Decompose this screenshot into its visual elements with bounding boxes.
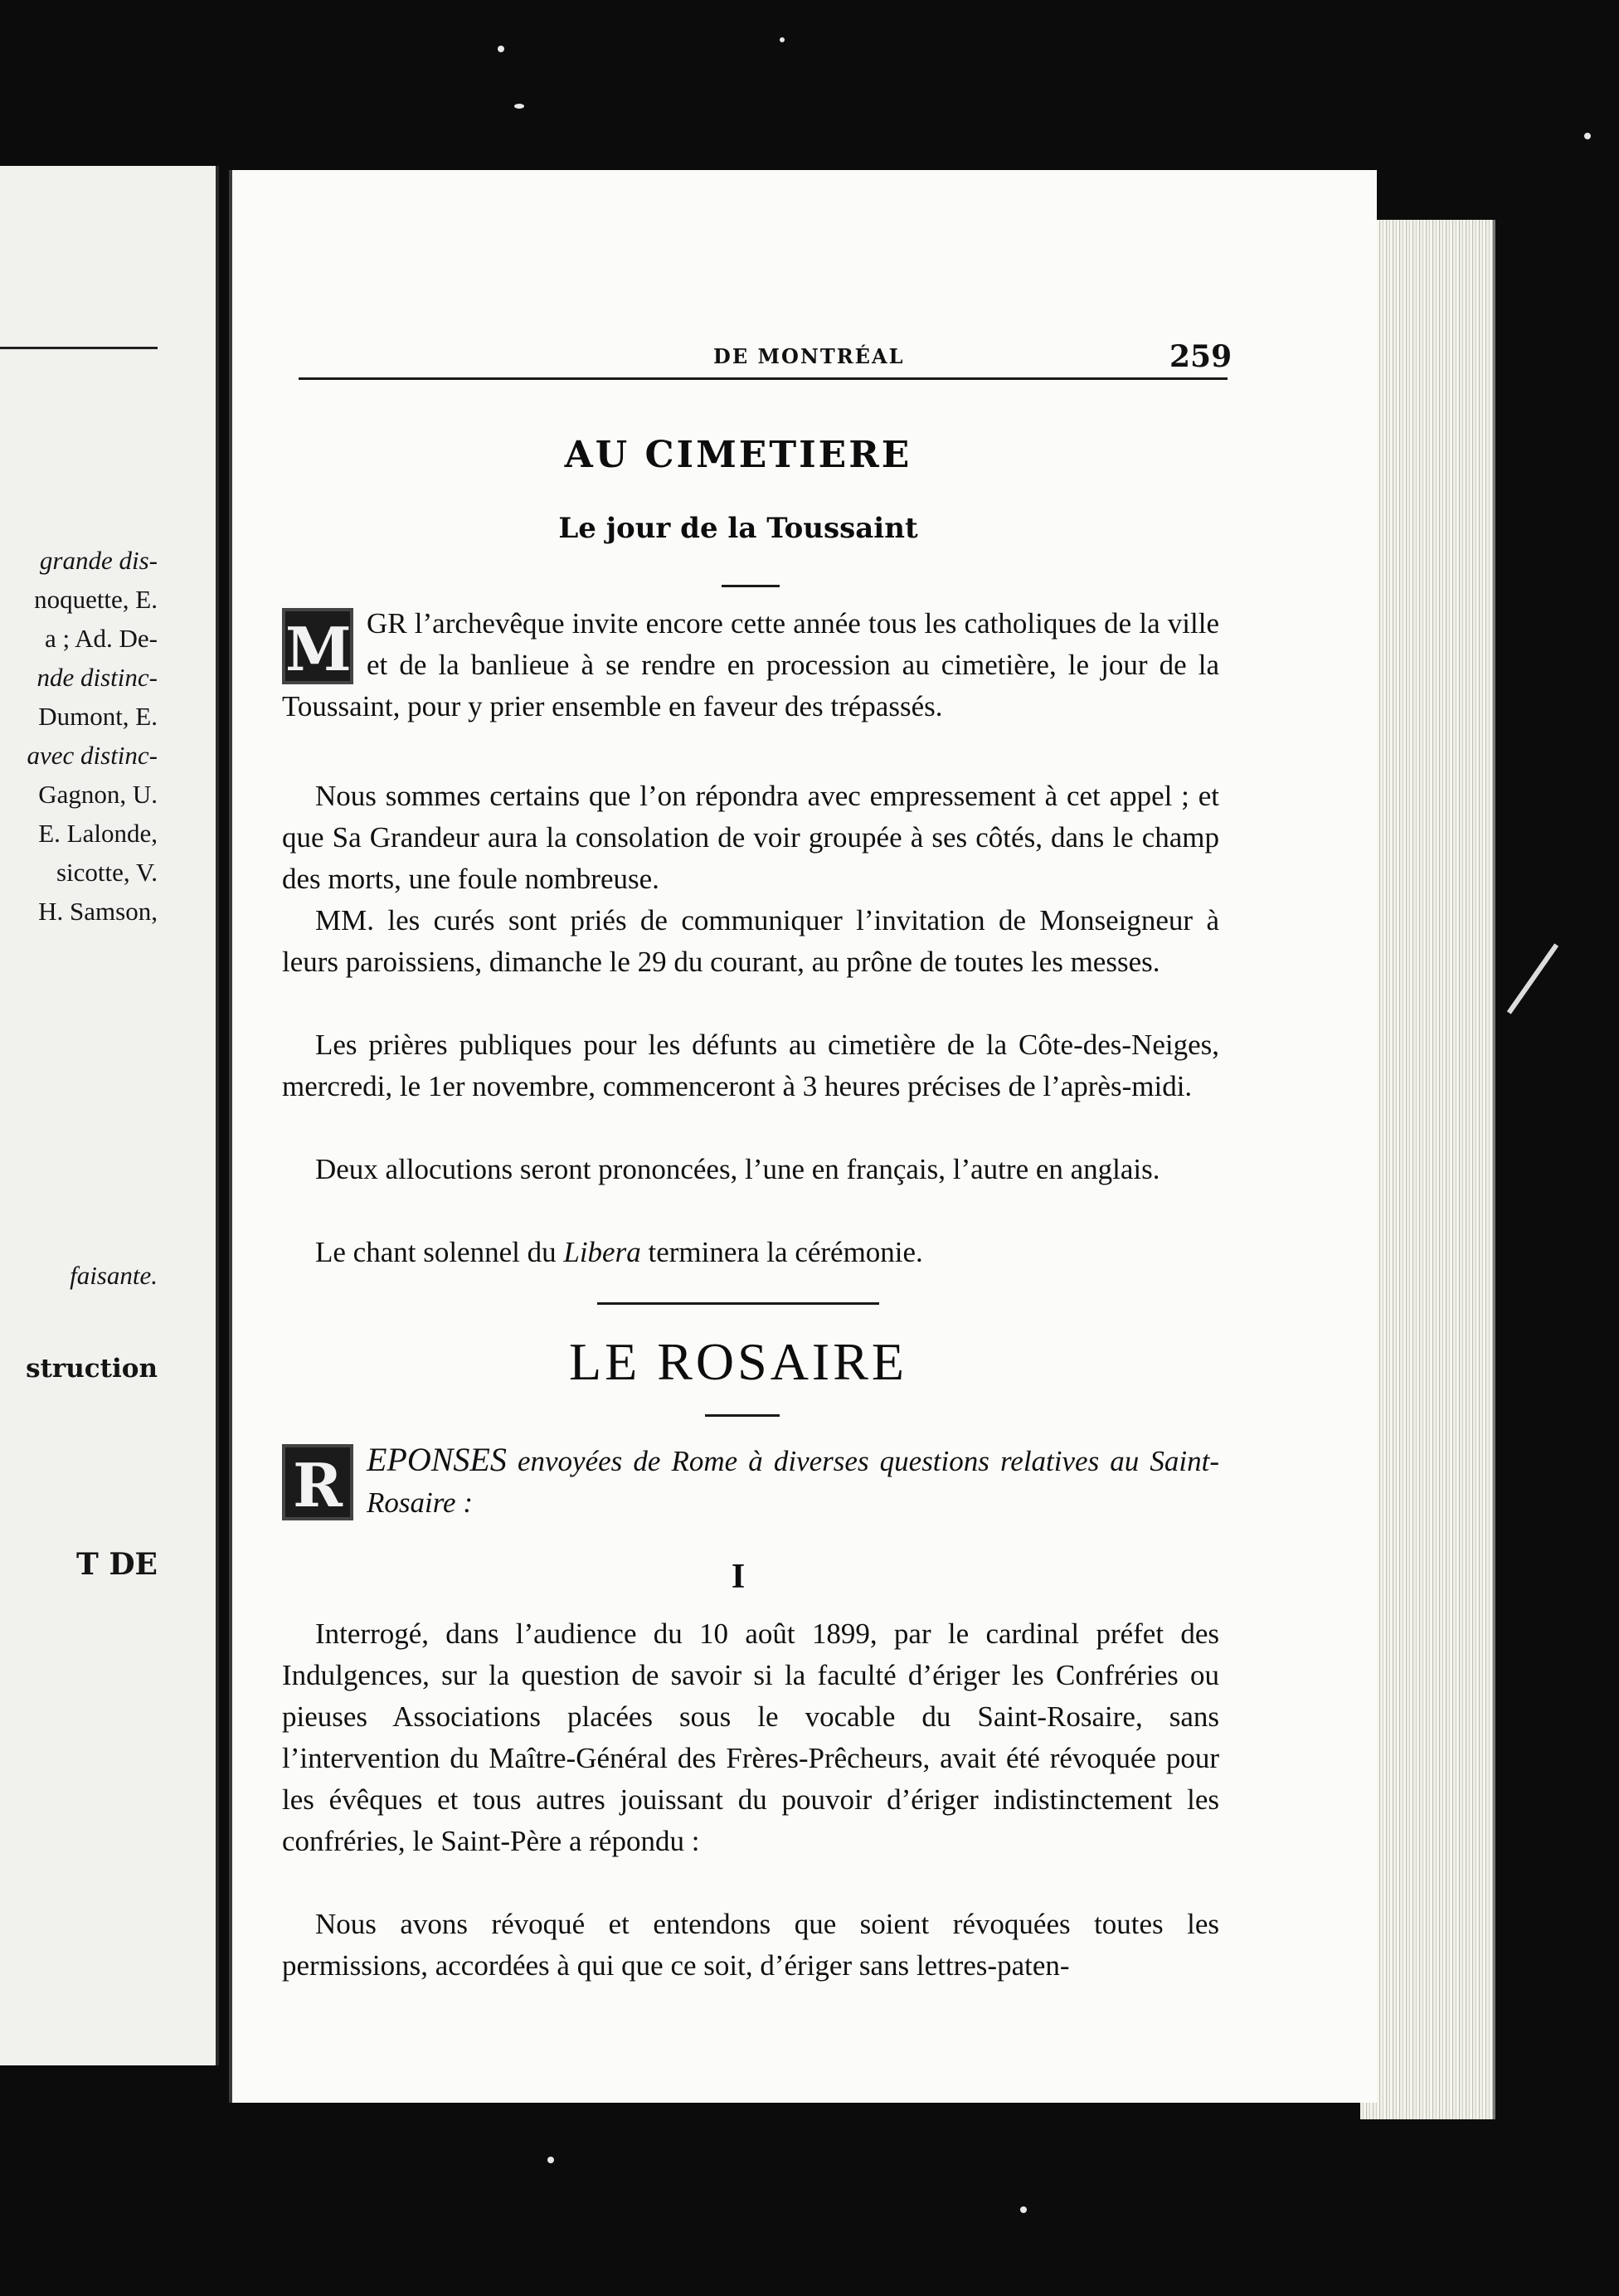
previous-page-rule — [0, 347, 158, 349]
paragraph-text: Interrogé, dans l’audience du 10 août 1899, par le cardinal préfet des Indulgences, sur la question de savoir si la faculté d’ériger les Confréries ou pieuses Associations placées sous le vocable du Saint-Rosaire, sans l’intervention du Maître-Général des Frères-Prêcheurs, avait été révoquée pour les évêques et tous autres jouissant du pouvoir d’ériger indistinctement les confréries, le Saint-Père a répondu : — [282, 1617, 1219, 1857]
book-page — [229, 170, 1377, 2103]
section-subtitle-toussaint: Le jour de la Toussaint — [558, 512, 918, 545]
paragraph-revoque — [282, 1904, 1219, 1987]
paragraph-text: Nous sommes certains que l’on répondra avec empressement à cet appel ; et que Sa Grandeur aura la consolation de voir groupée à ses côtés, dans le champ des morts, une foule nombreuse. — [282, 780, 1219, 895]
paragraph-text: terminera la cérémonie. — [640, 1236, 923, 1268]
dust-speck — [547, 2157, 554, 2163]
paragraph-lead: GR — [367, 607, 407, 640]
margin-mark — [1507, 943, 1558, 1014]
paragraph-text: Le chant solennel du — [315, 1236, 564, 1268]
section-title-cimetiere: AU CIMETIERE — [564, 434, 912, 476]
dropcap-initial-r: R — [282, 1444, 353, 1520]
running-header — [299, 344, 1228, 380]
paragraph-text: envoyées de Rome à diverses questions relatives au Saint-Rosaire : — [367, 1445, 1219, 1519]
paragraph-text: l’archevêque invite encore cette année tous les catholiques de la ville et de la banlieue à se rendre en procession au cimetière, le jour de la Toussaint, pour y prier ensemble en faveur des trépassés. — [282, 607, 1219, 722]
paragraph-text: MM. les curés sont priés de communiquer l’invitation de Monseigneur à leurs paroissiens, dimanche le 29 du courant, au prône de toutes les messes. — [282, 904, 1219, 978]
paragraph-lead: EPONSES — [367, 1441, 507, 1478]
dust-speck — [1584, 133, 1591, 139]
page-number: 259 — [1169, 339, 1232, 374]
dust-speck — [780, 37, 785, 42]
previous-page-fragment: E. Lalonde, — [38, 819, 158, 848]
previous-page-fragment: sicotte, V. — [56, 858, 158, 887]
previous-page-fragment: faisante. — [70, 1261, 158, 1290]
paragraph-interroge — [282, 1613, 1219, 1862]
roman-numeral-heading: I — [731, 1558, 746, 1596]
previous-page-fragment: nde distinc- — [36, 663, 158, 692]
running-title: DE MONTRÉAL — [713, 344, 905, 368]
paragraph-reponses — [282, 1439, 1219, 1524]
paragraph-invitation — [282, 603, 1219, 727]
previous-page-fragment: grande dis- — [39, 546, 158, 575]
section-title-rosaire: LE ROSAIRE — [569, 1332, 907, 1391]
dust-speck — [1020, 2206, 1027, 2213]
previous-page-fragment: Gagnon, U. — [38, 780, 158, 809]
paragraph-libera — [282, 1232, 1219, 1273]
paragraph-text: Les prières publiques pour les défunts au cimetière de la Côte-des-Neiges, mercredi, le 1er novembre, commenceront à 3 heures précises de l’après-midi. — [282, 1029, 1219, 1102]
paragraph-text: Deux allocutions seront prononcées, l’une en français, l’autre en anglais. — [315, 1153, 1160, 1185]
paragraph-italic: Libera — [563, 1236, 641, 1268]
previous-page-fragment: avec distinc- — [27, 741, 158, 770]
section-divider — [722, 585, 780, 587]
previous-page-fragment: struction — [26, 1354, 158, 1384]
dropcap-initial-m: M — [282, 608, 353, 684]
dust-speck — [514, 104, 524, 109]
dust-speck — [498, 46, 504, 52]
previous-page-fragment: Dumont, E. — [38, 702, 158, 731]
section-divider — [705, 1414, 780, 1417]
previous-page-fragment: a ; Ad. De- — [44, 624, 158, 653]
book-page-edges — [1360, 220, 1495, 2119]
paragraph-empressement — [282, 776, 1219, 900]
section-rule — [597, 1302, 879, 1305]
previous-page — [0, 166, 219, 2065]
paragraph-cures — [282, 900, 1219, 983]
paragraph-text: Nous avons révoqué et entendons que soient révoquées toutes les permissions, accordées à qui que ce soit, d’ériger sans lettres-paten- — [282, 1908, 1219, 1982]
previous-page-fragment: T DE — [76, 1547, 158, 1582]
paragraph-prieres — [282, 1024, 1219, 1107]
previous-page-fragment: noquette, E. — [34, 585, 158, 614]
previous-page-fragment: H. Samson, — [38, 897, 158, 926]
paragraph-allocutions — [282, 1149, 1219, 1190]
